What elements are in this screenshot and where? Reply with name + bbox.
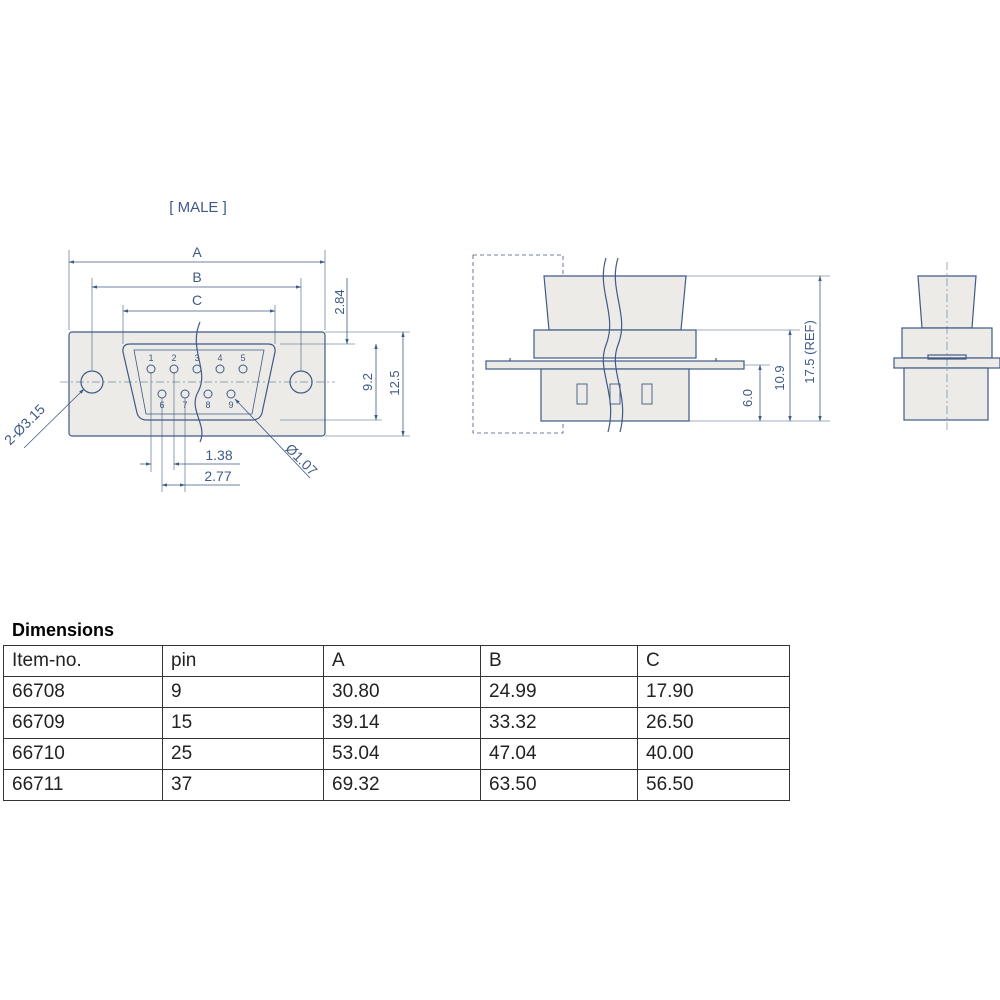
table-cell: 47.04 (481, 739, 638, 770)
dim-label-shell-height: 9.2 (360, 372, 375, 392)
table-cell: 66711 (4, 770, 163, 801)
end-body (904, 368, 988, 420)
header-cell: A (324, 646, 481, 677)
dim-label-body: 10.9 (772, 365, 787, 391)
dim-label-c: C (191, 292, 203, 308)
table-cell: 26.50 (638, 708, 790, 739)
flange-block (534, 330, 696, 358)
dim-label-pitch: 2.77 (204, 468, 232, 484)
table-cell: 9 (163, 677, 324, 708)
table-header-row (4, 646, 790, 677)
table-cell: 40.00 (638, 739, 790, 770)
table-cell: 24.99 (481, 677, 638, 708)
table-cell: 37 (163, 770, 324, 801)
table-cell: 17.90 (638, 677, 790, 708)
pin-label: 7 (182, 400, 188, 410)
pin-label: 4 (217, 353, 223, 363)
header-cell: B (481, 646, 638, 677)
table-row (4, 708, 790, 739)
dim-label-b: B (192, 269, 202, 285)
dim-label-pitch-half: 1.38 (205, 447, 233, 463)
pin-label: 2 (171, 353, 177, 363)
table-cell: 25 (163, 739, 324, 770)
table-cell: 33.32 (481, 708, 638, 739)
pin-label: 5 (240, 353, 246, 363)
table-row (4, 677, 790, 708)
table-row (4, 770, 790, 801)
dim-label-pin-dia: Ø1.07 (282, 440, 321, 479)
pin-label: 8 (205, 400, 211, 410)
rear-body (541, 369, 689, 421)
header-cell: Item-no. (4, 646, 163, 677)
pin-label: 3 (194, 353, 200, 363)
table-cell: 39.14 (324, 708, 481, 739)
dim-label-tail: 6.0 (740, 388, 755, 408)
table-cell: 56.50 (638, 770, 790, 801)
dimensions-table (3, 645, 790, 801)
side-view (473, 255, 830, 433)
header-cell: pin (163, 646, 324, 677)
table-cell: 66708 (4, 677, 163, 708)
table-cell: 66710 (4, 739, 163, 770)
dim-label-overall: 17.5 (REF) (802, 320, 817, 384)
dim-label-mount-holes: 2-Ø3.15 (0, 400, 49, 449)
dim-label-flange-height: 12.5 (387, 370, 402, 396)
pin-label: 9 (228, 400, 234, 410)
pin-label: 6 (159, 400, 165, 410)
table-cell: 30.80 (324, 677, 481, 708)
pin-label: 1 (148, 353, 154, 363)
end-view (894, 262, 1000, 432)
table-row (4, 739, 790, 770)
table-cell: 69.32 (324, 770, 481, 801)
table-cell: 53.04 (324, 739, 481, 770)
table-cell: 66709 (4, 708, 163, 739)
mating-shell (544, 276, 686, 330)
table-title: Dimensions (12, 620, 115, 640)
dim-label-top-offset: 2.84 (332, 289, 347, 315)
table-cell: 63.50 (481, 770, 638, 801)
header-cell: C (638, 646, 790, 677)
dim-label-a: A (192, 244, 202, 260)
table-cell: 15 (163, 708, 324, 739)
drawing-title: [ MALE ] (169, 199, 227, 216)
